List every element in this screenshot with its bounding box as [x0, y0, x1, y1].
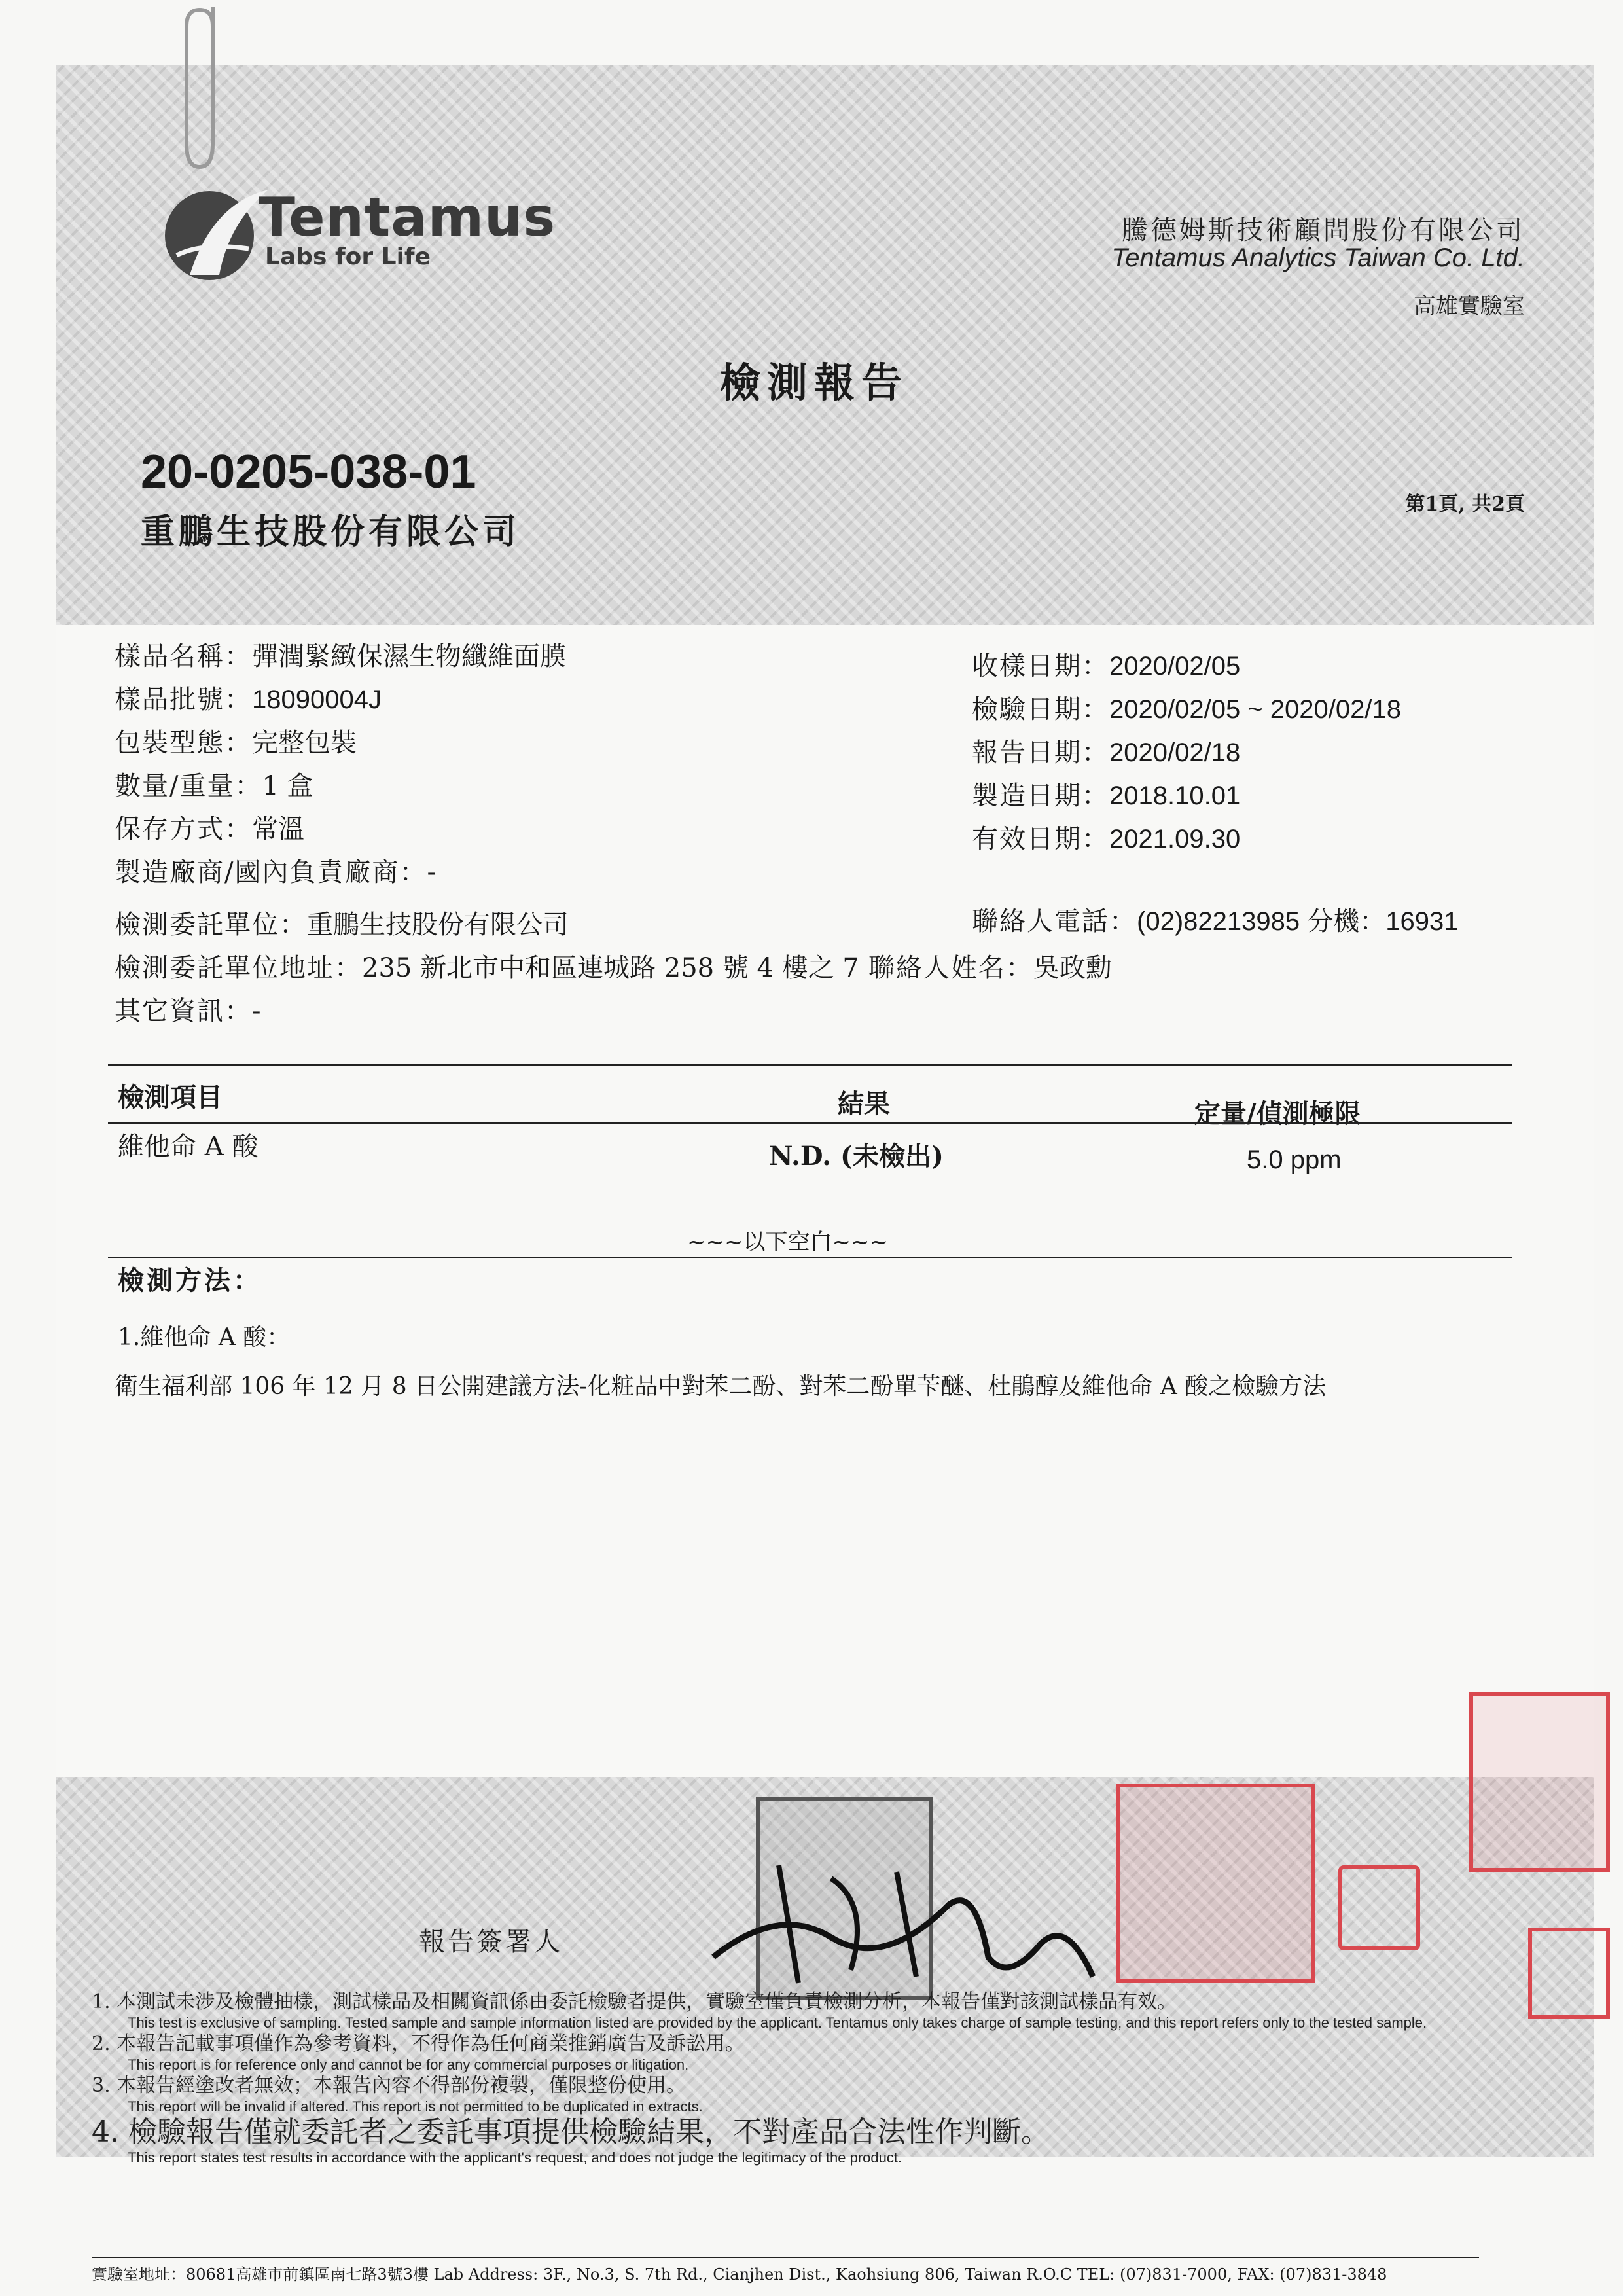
report-notes: [92, 1990, 1479, 2166]
signer-label: 報告簽署人: [419, 1927, 563, 1957]
client-name: 重鵬生技股份有限公司: [141, 512, 521, 552]
info-value: 1 盒: [262, 771, 313, 801]
info-row-packaging: [115, 721, 1112, 764]
red-company-seal: [1116, 1784, 1315, 1983]
paperclip-icon: [183, 0, 242, 177]
info-value: 18090004J: [252, 685, 382, 714]
info-row-quantity: [115, 764, 1112, 808]
info-label: 檢測委託單位地址：: [115, 953, 362, 983]
info-row-test-date: [972, 688, 1401, 731]
info-row-received: [972, 645, 1401, 688]
sample-info-left: [115, 635, 1112, 1033]
result-row-item: 維他命 A 酸: [118, 1132, 259, 1162]
blank-below-note: ~~~以下空白~~~: [687, 1229, 888, 1255]
info-row-report-date: [972, 731, 1401, 774]
contact-phone-value: (02)82213985 分機：16931: [1137, 907, 1459, 936]
info-row-sample-name: [115, 635, 1112, 678]
company-name-en: Tentamus Analytics Taiwan Co. Ltd.: [1111, 243, 1525, 272]
lab-name: 高雄實驗室: [1414, 293, 1525, 319]
info-value: 常溫: [252, 814, 304, 844]
info-row-expiry: [972, 817, 1401, 861]
col-header-item: 檢測項目: [118, 1082, 223, 1113]
contact-name-label: 聯絡人姓名：: [868, 953, 1033, 983]
table-top-rule: [108, 1064, 1512, 1066]
table-bottom-rule: [108, 1257, 1512, 1258]
info-value: -: [252, 996, 261, 1026]
info-row-storage: [115, 808, 1112, 851]
method-item: 1.維他命 A 酸：: [118, 1324, 291, 1351]
note-1-en: This test is exclusive of sampling. Tested sample and sample information listed are provided by the applicant. Tentamus only takes charge of sample testing, and this report refers only to the tested sample.: [128, 2015, 1427, 2031]
contact-phone: [972, 900, 1458, 943]
info-row-applicant: [115, 903, 1112, 946]
report-number: 20-0205-038-01: [141, 446, 476, 498]
contact-name-value: 吳政勳: [1033, 953, 1112, 983]
lab-address-footer: 實驗室地址：80681高雄市前鎮區南七路3號3樓 Lab Address: 3F., No.3, S. 7th Rd., Cianjhen Dist., Kaohsiung 806, Taiwan R.O.C TEL: (07)831-7000, FAX: (07)831-3848: [92, 2265, 1387, 2284]
info-value: 2020/02/18: [1109, 738, 1241, 767]
info-label: 其它資訊：: [115, 996, 252, 1026]
info-label: 報告日期：: [972, 738, 1109, 768]
report-title: 檢測報告: [720, 359, 909, 406]
note-4-en: This report states test results in accordance with the applicant's request, and does not judge the legitimacy of the product.: [128, 2149, 902, 2166]
info-row-address: [115, 946, 1112, 990]
info-label: 保存方式：: [115, 814, 252, 844]
table-header-rule: [108, 1122, 1512, 1124]
method-description: 衛生福利部 106 年 12 月 8 日公開建議方法-化粧品中對苯二酚、對苯二酚單苄醚、杜鵑醇及維他命 A 酸之檢驗方法: [115, 1373, 1327, 1400]
info-label: 樣品名稱：: [115, 641, 252, 672]
info-value: 2020/02/05: [1109, 652, 1241, 681]
info-value: 完整包裝: [252, 728, 357, 758]
info-row-mfg-date: [972, 774, 1401, 817]
info-row-other: [115, 990, 1112, 1033]
info-value: 235 新北市中和區連城路 258 號 4 樓之 7: [362, 953, 859, 983]
result-row-limit: 5.0 ppm: [1247, 1145, 1342, 1174]
page-indicator: 第1頁, 共2頁: [1405, 493, 1525, 516]
info-label: 有效日期：: [972, 824, 1109, 854]
col-header-limit: 定量/偵測極限: [1194, 1098, 1361, 1129]
note-3-zh: 3. 本報告經塗改者無效；本報告內容不得部份複製，僅限整份使用。: [92, 2074, 687, 2097]
red-edge-seal-top: [1469, 1692, 1610, 1872]
result-row-value: N.D. (未檢出): [769, 1141, 944, 1172]
info-label: 數量/重量：: [115, 771, 262, 801]
info-label: 包裝型態：: [115, 728, 252, 758]
info-value: -: [427, 857, 436, 888]
info-label: 檢測委託單位：: [115, 910, 307, 940]
info-row-manufacturer: [115, 851, 1112, 894]
red-edge-seal-bottom: [1528, 1928, 1610, 2019]
footer-rule: [92, 2257, 1479, 2258]
logo-wordmark: Tentamus: [259, 187, 556, 249]
info-row-batch: [115, 678, 1112, 721]
info-value: 2018.10.01: [1109, 781, 1241, 810]
info-value: 2020/02/05 ~ 2020/02/18: [1109, 695, 1401, 724]
logo-tagline: Labs for Life: [265, 243, 431, 270]
note-3-en: This report will be invalid if altered. This report is not permitted to be duplicated in extracts.: [128, 2098, 703, 2115]
info-label: 製造日期：: [972, 781, 1109, 811]
handwritten-signature: [700, 1826, 1106, 1996]
note-2-en: This report is for reference only and cannot be for any commercial purposes or litigation.: [128, 2056, 689, 2073]
method-heading: 檢測方法：: [118, 1265, 262, 1296]
note-4-zh: 4. 檢驗報告僅就委託者之委託事項提供檢驗結果，不對產品合法性作判斷。: [92, 2115, 1050, 2149]
info-value: 2021.09.30: [1109, 825, 1241, 853]
info-label: 製造廠商/國內負責廠商：: [115, 857, 427, 888]
contact-phone-label: 聯絡人電話：: [972, 906, 1137, 937]
info-value: 重鵬生技股份有限公司: [307, 910, 569, 940]
note-2-zh: 2. 本報告記載事項僅作為參考資料，不得作為任何商業推銷廣告及訴訟用。: [92, 2032, 745, 2055]
red-small-seal: [1338, 1865, 1420, 1950]
info-label: 樣品批號：: [115, 685, 252, 715]
info-label: 檢驗日期：: [972, 694, 1109, 725]
info-label: 收樣日期：: [972, 651, 1109, 681]
note-1-zh: 1. 本測試未涉及檢體抽樣，測試樣品及相關資訊係由委託檢驗者提供，實驗室僅負責檢測分析，本報告僅對該測試樣品有效。: [92, 1990, 1177, 2013]
sample-info-right: [972, 645, 1401, 861]
company-name-zh: 騰德姆斯技術顧問股份有限公司: [1122, 215, 1525, 245]
info-value: 彈潤緊緻保濕生物纖維面膜: [252, 641, 566, 672]
col-header-result: 結果: [838, 1088, 890, 1119]
